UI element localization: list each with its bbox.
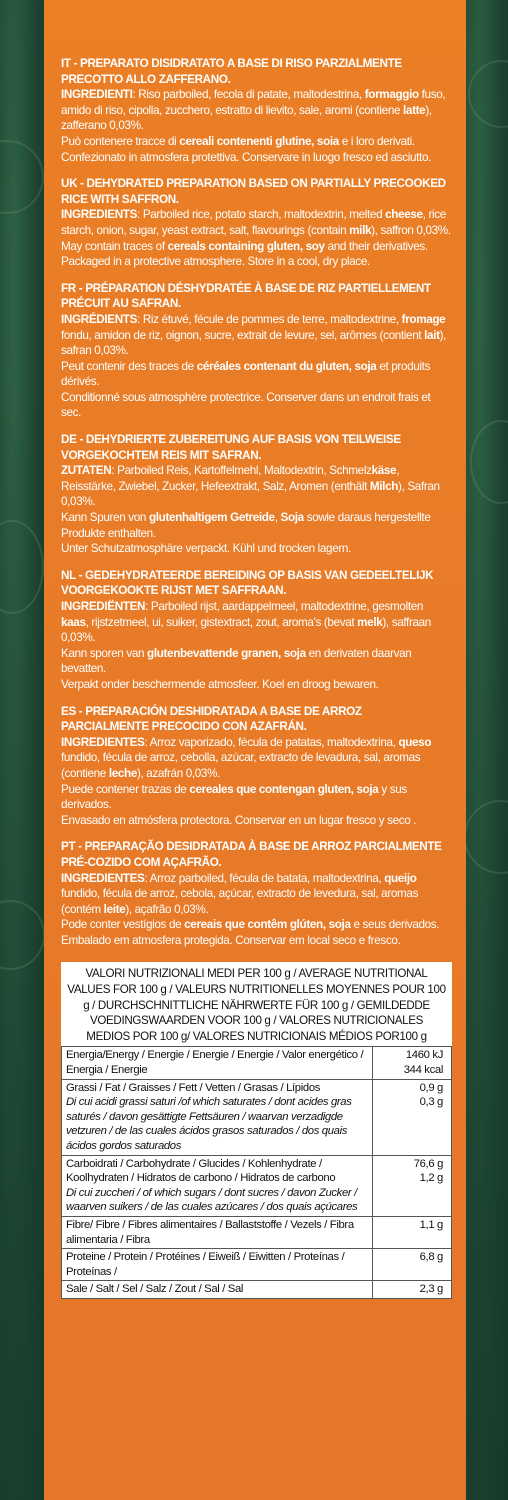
section-title — [61, 839, 452, 870]
nutrient-value: 1,1 g — [419, 1218, 443, 1231]
warning-text: May contain traces of — [61, 239, 168, 253]
allergen-highlight: melk — [357, 615, 383, 629]
ingredients-list — [61, 871, 452, 918]
language-code: DE — [61, 433, 77, 447]
nutrient-sub-value: 344 kcal — [403, 1064, 443, 1077]
allergen-warning — [61, 646, 452, 677]
ingredient-text: ), saffraan 0,03%. — [61, 615, 431, 645]
allergen-highlight: cereais que contêm glúten, soja — [184, 918, 351, 932]
allergen-highlight: glutenbevattende granen, soja — [147, 646, 306, 660]
nutrient-name-cell — [62, 1281, 373, 1299]
ingredient-text: : Parboiled rijst, aardappelmeel, maltodextrine, gesmolten — [145, 600, 424, 613]
ingredient-text: : Riz étuvé, fécule de pommes de terre, maltodextrine, — [137, 312, 402, 326]
section-title — [61, 432, 452, 463]
allergen-highlight: kaas — [61, 615, 86, 629]
section-title-text: - DEHYDRIERTE ZUBEREITUNG AUF BASIS VON TEILWEISE VORGEKOCHTEM REIS MIT SAFRAN. — [61, 433, 401, 462]
nutrient-sub-label: Di cui zuccheri / of which sugars / dont sucres / davon Zucker / waarven suikers / de las cuales azúcares / dos quais açúcares — [66, 1186, 358, 1214]
nutrient-value-cell — [373, 1216, 452, 1248]
warning-text: , — [274, 511, 281, 525]
allergen-highlight: cereals containing gluten, soy — [167, 239, 325, 253]
nutrition-row — [62, 1281, 452, 1299]
ingredient-text: ), safran 0,03%. — [61, 328, 447, 358]
nutrient-value: 6,8 g — [419, 1251, 443, 1264]
ingredient-text: fundido, fécula de arroz, cebola, açúcar, extracto de levedura, sal, aromas (contém — [61, 887, 419, 916]
allergen-highlight: leche — [108, 766, 137, 780]
nutrition-row — [62, 1216, 452, 1248]
storage-instructions: Packaged in a protective atmosphere. Store in a cool, dry place. — [61, 255, 370, 269]
ingredient-section-nl — [61, 568, 452, 693]
ingredients-list — [61, 463, 452, 510]
label-panel — [44, 0, 466, 1500]
allergen-warning — [61, 359, 452, 390]
section-title-text: - PREPARACIÓN DESHIDRATADA A BASE DE ARROZ PARCIALMENTE PRECOCIDO CON AZAFRÁN. — [61, 704, 362, 734]
ingredient-text: : Parboiled rice, potato starch, maltodextrin, melted — [137, 208, 386, 222]
ingredients-label: INGREDIËNTEN — [61, 600, 146, 613]
ingredients-list — [61, 735, 452, 782]
allergen-highlight: cereali contenenti glutine, soia — [179, 134, 339, 148]
storage-instructions: Verpakt onder beschermende atmosfeer. Koel en droog bewaren. — [61, 677, 379, 691]
ingredient-text: : Arroz vaporizado, fécula de patatas, maltodextrina, — [144, 735, 399, 749]
section-title-text: - DEHYDRATED PREPARATION BASED ON PARTIALLY PRECOOKED RICE WITH SAFFRON. — [61, 177, 446, 206]
left-background-decoration — [0, 0, 44, 1500]
nutrient-label: Grassi / Fat / Graisses / Fett / Vetten / Grasas / Lípidos — [66, 1081, 321, 1094]
nutrient-sub-value: 0,3 g — [419, 1096, 443, 1109]
nutrient-value-cell — [373, 1281, 452, 1299]
ingredient-section-it — [61, 56, 452, 165]
section-title — [61, 704, 452, 735]
ingredient-text: : Riso parboiled, fecola di patate, maltodestrina, — [132, 88, 365, 102]
nutrient-label: Fibre/ Fibre / Fibres alimentaires / Ballaststoffe / Vezels / Fibra alimentaria / Fibra — [66, 1218, 354, 1246]
nutrient-value-cell — [373, 1047, 452, 1079]
language-code: PT — [61, 840, 76, 854]
warning-text: Puede contener trazas de — [61, 782, 190, 796]
ingredient-text: fuso, amido di riso, cipolla, zucchero, estratto di lievito, sale, aromi (contiene — [61, 88, 446, 117]
nutrient-name-cell — [62, 1079, 373, 1155]
allergen-highlight: glutenhaltigem Getreide — [148, 511, 275, 525]
section-title-text: - PRÉPARATION DÉSHYDRATÉE À BASE DE RIZ PARTIELLEMENT PRÉCUIT AU SAFRAN. — [61, 281, 431, 311]
warning-text: and their derivatives. — [324, 239, 428, 253]
nutrient-label: Energia/Energy / Energie / Energie / Energie / Valor energético / Energia / Energie — [66, 1049, 364, 1077]
nutrient-value: 2,3 g — [419, 1283, 443, 1296]
warning-text: et produits dérivés. — [61, 359, 431, 389]
ingredients-list — [61, 599, 452, 646]
nutrition-row — [62, 1079, 452, 1155]
allergen-highlight: cheese — [385, 208, 423, 222]
allergen-highlight: Soja — [280, 511, 304, 525]
allergen-highlight: cereales que contengan gluten, soja — [189, 782, 379, 796]
allergen-highlight: queso — [398, 735, 432, 749]
ingredient-section-fr — [61, 281, 452, 421]
nutrient-value-cell — [373, 1155, 452, 1216]
section-title-text: - PREPARATO DISIDRATATO A BASE DI RISO PARZIALMENTE PRECOTTO ALLO ZAFFERANO. — [61, 57, 402, 86]
section-title — [61, 281, 452, 312]
allergen-highlight: fromage — [401, 312, 446, 326]
allergen-highlight: lait — [424, 328, 440, 342]
storage-instructions: Embalado em atmosfera protegida. Conservar em local seco e fresco. — [61, 933, 401, 947]
section-title — [61, 176, 452, 207]
warning-text: Kann sporen van — [61, 646, 148, 660]
allergen-highlight: céréales contenant du gluten, soja — [196, 359, 377, 373]
nutrient-name-cell — [62, 1047, 373, 1079]
section-title-text: - GEDEHYDRATEERDE BEREIDING OP BASIS VAN GEDEELTELIJK VOORGEKOOKTE RIJST MET SAFFRAAN. — [61, 568, 434, 598]
allergen-warning — [61, 510, 452, 541]
nutrition-table-title: VALORI NUTRIZIONALI MEDI PER 100 g / AVERAGE NUTRITIONAL VALUES FOR 100 g / VALEURS NUTRITIONELLES MOYENNES POUR 100 g / DURCHSCHNITTLICHE NÄHRWERTE FÜR 100 g / GEMILDEDDE VOEDINGSWAARDEN VOOR 100 g / VALORES NUTRICIONALES MEDIOS POR 100 g/ VALORES NUTRICIONAIS MÉDIOS POR100 g — [61, 962, 452, 1046]
ingredient-text: , rice starch, onion, sugar, yeast extract, salt, flavourings (contain — [61, 208, 446, 237]
nutrition-row — [62, 1249, 452, 1281]
nutrient-sub-label: Di cui acidi grassi saturi /of which saturates / dont acides gras saturés / davon gesättigte Fettsäuren / waarvan verzadigde vetzuren / de las cuales ácidos grasos saturados / dos quais ácidos gordos saturados — [66, 1096, 352, 1152]
ingredient-text: ), azafrán 0,03%. — [136, 766, 221, 780]
ingredient-text: fondu, amidon de riz, oignon, sucre, extrait de levure, sel, arômes (contient — [61, 328, 425, 342]
language-code: ES — [61, 704, 76, 718]
nutrient-label: Proteine / Protein / Protéines / Eiweiß / Eiwitten / Proteínas / Proteínas / — [66, 1251, 345, 1278]
nutrient-name-cell — [62, 1216, 373, 1248]
ingredient-sections — [61, 56, 452, 948]
ingredient-text: : Parboiled Reis, Kartoffelmehl, Maltodextrin, Schmelz — [111, 464, 372, 478]
ingredient-text: ), Safran 0,03%. — [61, 479, 440, 509]
allergen-warning — [61, 782, 452, 813]
ingredient-text: , rijstzetmeel, ui, suiker, gistextract, zout, aroma's (bevat — [85, 615, 358, 629]
warning-text: Pode conter vestígios de — [61, 918, 185, 932]
allergen-highlight: queijo — [384, 871, 417, 885]
section-title — [61, 56, 452, 87]
ingredients-label: INGRÉDIENTS — [61, 312, 138, 326]
ingredients-list — [61, 207, 452, 238]
warning-text: e i loro derivati. — [338, 134, 415, 148]
right-background-decoration — [466, 0, 508, 1500]
allergen-highlight: milk — [349, 223, 372, 237]
ingredient-section-es — [61, 704, 452, 829]
warning-text: y sus derivados. — [61, 782, 407, 812]
storage-instructions: Unter Schutzatmosphäre verpackt. Kühl und trocken lagern. — [61, 542, 351, 556]
ingredients-label: ZUTATEN — [61, 464, 112, 478]
ingredient-text: , Reisstärke, Zwiebel, Zucker, Hefeextrakt, Salz, Aromen (enthält — [61, 464, 400, 493]
nutrient-name-cell — [62, 1249, 373, 1281]
language-code: FR — [61, 281, 76, 295]
nutrient-value-cell — [373, 1249, 452, 1281]
nutrient-label: Sale / Salt / Sel / Salz / Zout / Sal / Sal — [66, 1283, 244, 1296]
ingredient-text: ), saffron 0,03%. — [371, 223, 451, 237]
allergen-highlight: formaggio — [364, 88, 419, 102]
allergen-highlight: käse — [371, 464, 397, 478]
ingredient-text: : Arroz parboiled, fécula de batata, maltodextrina, — [144, 871, 385, 885]
allergen-highlight: latte — [403, 103, 426, 117]
warning-text: Peut contenir des traces de — [61, 359, 197, 373]
storage-instructions: Confezionato in atmosfera protettiva. Conservare in luogo fresco ed asciutto. — [61, 150, 431, 164]
nutrient-value: 1460 kJ — [405, 1049, 443, 1062]
nutrient-sub-value: 1,2 g — [419, 1172, 443, 1185]
language-code: UK — [61, 177, 78, 191]
allergen-warning — [61, 917, 452, 933]
allergen-warning — [61, 239, 452, 255]
warning-text: Può contenere tracce di — [61, 134, 180, 148]
ingredients-label: INGREDIENTES — [61, 735, 145, 749]
ingredient-section-pt — [61, 839, 452, 948]
ingredient-section-uk — [61, 176, 452, 270]
ingredients-label: INGREDIENTI — [61, 88, 133, 102]
ingredients-list — [61, 312, 452, 359]
warning-text: Kann Spuren von — [61, 511, 149, 525]
nutrient-value: 76,6 g — [413, 1157, 443, 1170]
nutrition-row — [62, 1047, 452, 1079]
language-code: IT — [61, 57, 71, 70]
warning-text: sowie daraus hergestellte Produkte enthalten. — [61, 511, 431, 540]
nutrient-name-cell — [62, 1155, 373, 1216]
storage-instructions: Envasado en atmósfera protectora. Conservar en un lugar fresco y seco . — [61, 813, 417, 827]
allergen-highlight: leite — [103, 902, 126, 916]
ingredient-section-de — [61, 432, 452, 557]
ingredients-label: INGREDIENTS — [61, 208, 138, 222]
language-code: NL — [61, 568, 76, 582]
ingredient-text: ), açafrão 0,03%. — [125, 902, 209, 916]
ingredient-text: ), zafferano 0,03%. — [61, 103, 432, 133]
ingredient-text: fundido, fécula de arroz, cebolla, azúcar, extracto de levadura, sal, aromas (contiene — [61, 751, 421, 780]
allergen-highlight: Milch — [369, 479, 399, 493]
section-title — [61, 568, 452, 599]
ingredients-label: INGREDIENTES — [61, 871, 145, 885]
nutrient-value: 0,9 g — [419, 1081, 443, 1094]
section-title-text: - PREPARAÇÃO DESIDRATADA À BASE DE ARROZ PARCIALMENTE PRÉ-COZIDO COM AÇAFRÃO. — [61, 840, 442, 869]
nutrient-label: Carboidrati / Carbohydrate / Glucides / Kohlenhydrate / Koolhydraten / Hidratos de carbono / Hidratos de carbono — [66, 1157, 336, 1185]
nutrition-table — [61, 1046, 452, 1299]
nutrient-value-cell — [373, 1079, 452, 1155]
storage-instructions: Conditionné sous atmosphère protectrice. Conserver dans un endroit frais et sec. — [61, 390, 431, 420]
allergen-warning — [61, 134, 452, 150]
warning-text: en derivaten daarvan bevatten. — [61, 646, 412, 676]
nutrition-row — [62, 1155, 452, 1216]
warning-text: e seus derivados. — [350, 918, 440, 932]
ingredients-list — [61, 87, 452, 134]
